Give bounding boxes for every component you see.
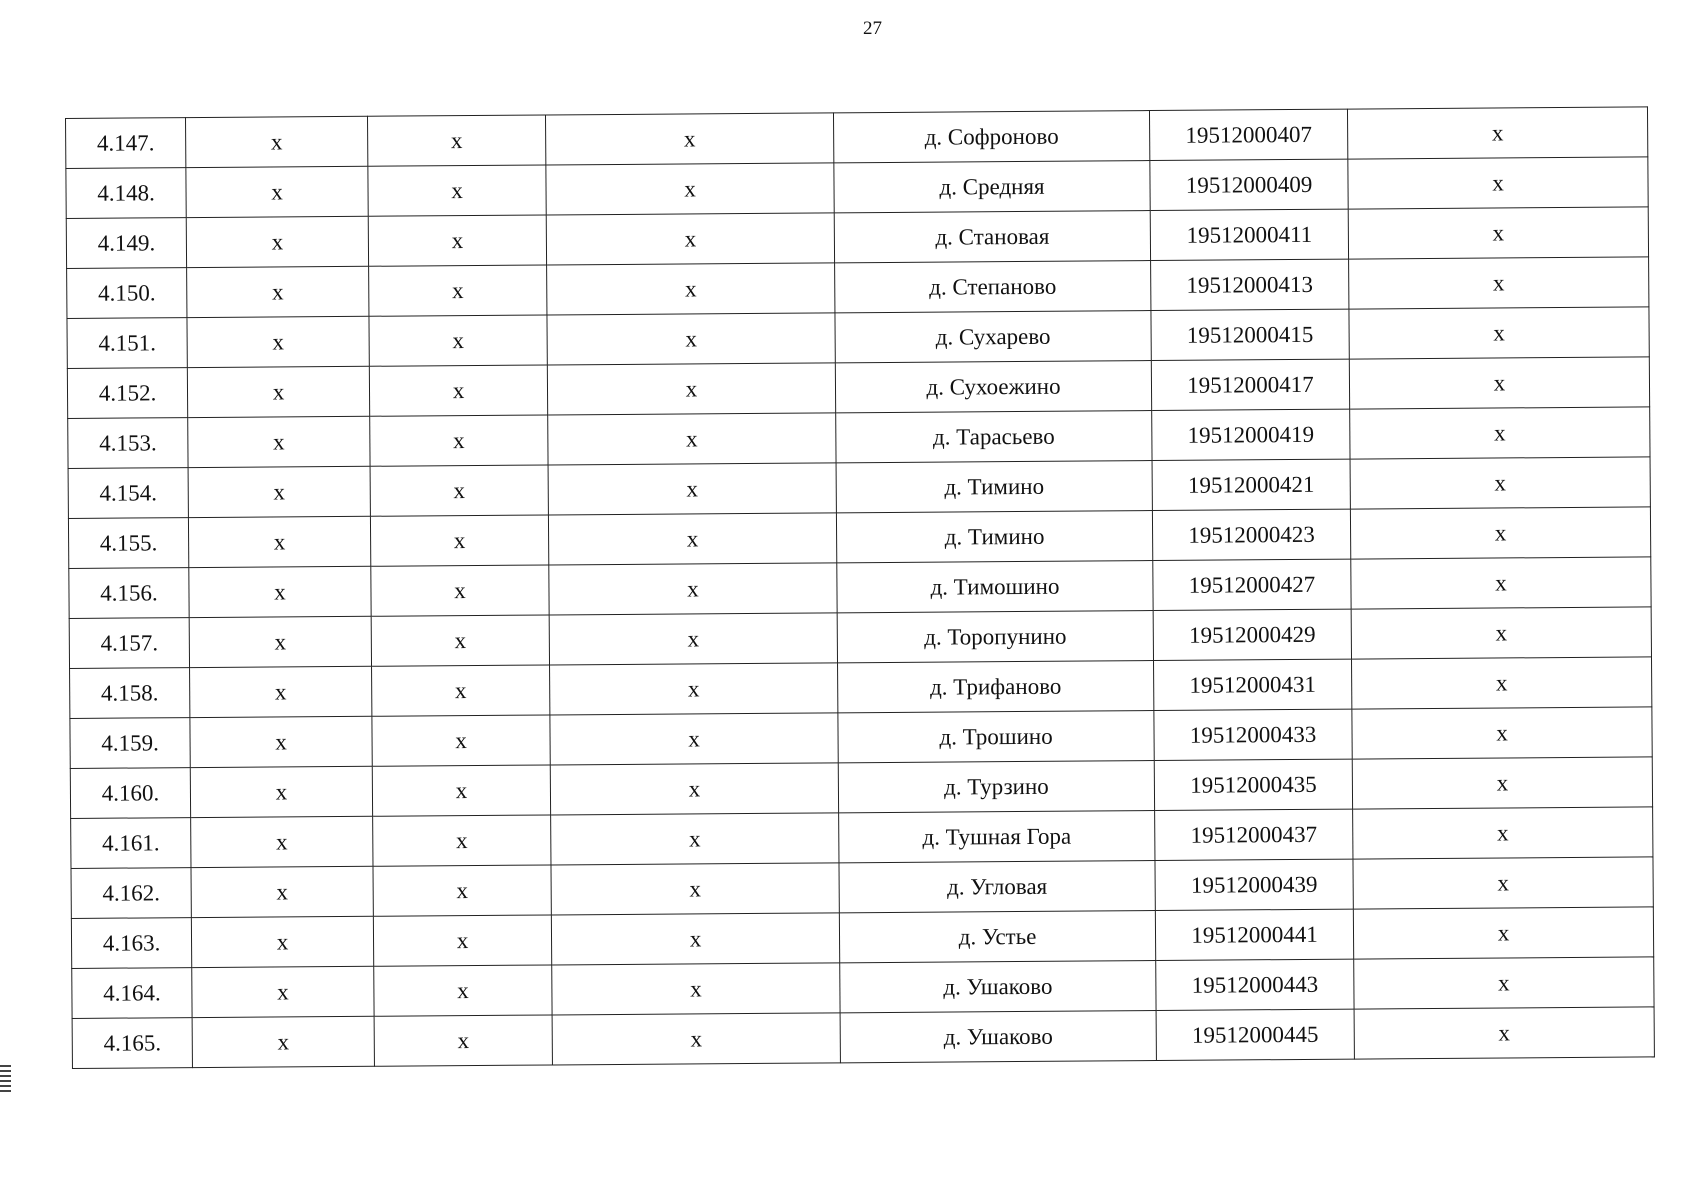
- table-cell-col3-value: x: [371, 615, 549, 666]
- table-cell-col2-value: x: [190, 766, 372, 817]
- table-cell-col3-value: x: [372, 665, 550, 716]
- table-cell-col4-value: x: [550, 713, 838, 765]
- table-cell-col7-value: x: [1348, 157, 1648, 209]
- table-cell-col4-value: x: [548, 413, 836, 465]
- table-cell-col2-value: x: [186, 166, 368, 217]
- table-cell-col3-value: x: [370, 465, 548, 516]
- table-cell-col4-value: x: [552, 1013, 840, 1065]
- table-cell-col4-value: x: [547, 313, 835, 365]
- table-cell-settlement-name: д. Тимино: [836, 461, 1152, 513]
- table-cell-col2-value: x: [192, 1016, 374, 1067]
- table-cell-col4-value: x: [548, 463, 836, 515]
- table-cell-col4-value: x: [546, 213, 834, 265]
- table-cell-oktmo-code: 19512000433: [1154, 709, 1352, 760]
- table-cell-row-number: 4.160.: [70, 768, 190, 819]
- table-cell-settlement-name: д. Турзино: [838, 761, 1154, 813]
- table-cell-col2-value: x: [190, 716, 372, 767]
- table-cell-settlement-name: д. Сухоежино: [835, 361, 1151, 413]
- table-cell-row-number: 4.153.: [68, 418, 188, 469]
- table-cell-row-number: 4.155.: [68, 518, 188, 569]
- table-cell-col2-value: x: [186, 216, 368, 267]
- table-cell-oktmo-code: 19512000421: [1152, 459, 1350, 510]
- table-cell-col4-value: x: [551, 813, 839, 865]
- table-body: [66, 107, 1655, 1069]
- table-cell-col3-value: x: [373, 865, 551, 916]
- margin-marks: [0, 1065, 12, 1105]
- settlements-table: [65, 106, 1655, 1069]
- table-cell-row-number: 4.151.: [67, 318, 187, 369]
- table-cell-col7-value: x: [1349, 357, 1649, 409]
- table-cell-col2-value: x: [187, 316, 369, 367]
- table-cell-row-number: 4.147.: [66, 118, 186, 169]
- table-cell-col2-value: x: [187, 266, 369, 317]
- table-cell-col2-value: x: [191, 916, 373, 967]
- table-cell-col7-value: x: [1350, 457, 1650, 509]
- table-cell-oktmo-code: 19512000419: [1152, 409, 1350, 460]
- table-cell-col4-value: x: [547, 363, 835, 415]
- table-cell-col7-value: x: [1352, 707, 1652, 759]
- table-cell-col4-value: x: [548, 513, 836, 565]
- table-cell-settlement-name: д. Ушаково: [840, 1011, 1156, 1063]
- table-cell-settlement-name: д. Тушная Гора: [839, 811, 1155, 863]
- table-cell-col3-value: x: [372, 715, 550, 766]
- table-cell-col2-value: x: [189, 566, 371, 617]
- table-row: [72, 1007, 1654, 1069]
- table-cell-oktmo-code: 19512000423: [1152, 509, 1350, 560]
- table-cell-col2-value: x: [188, 516, 370, 567]
- table-cell-col2-value: x: [186, 116, 368, 167]
- table-cell-col3-value: x: [369, 265, 547, 316]
- table-cell-row-number: 4.158.: [70, 668, 190, 719]
- table-cell-oktmo-code: 19512000437: [1155, 809, 1353, 860]
- table-cell-col3-value: x: [372, 765, 550, 816]
- table-cell-settlement-name: д. Средняя: [834, 161, 1150, 213]
- table-cell-col7-value: x: [1353, 907, 1653, 959]
- table-cell-oktmo-code: 19512000407: [1149, 109, 1347, 160]
- table-cell-oktmo-code: 19512000435: [1154, 759, 1352, 810]
- table-cell-oktmo-code: 19512000443: [1156, 959, 1354, 1010]
- table-cell-col7-value: x: [1352, 657, 1652, 709]
- table-cell-col7-value: x: [1352, 757, 1652, 809]
- table-cell-col7-value: x: [1353, 857, 1653, 909]
- table-cell-row-number: 4.150.: [67, 268, 187, 319]
- table-cell-col7-value: x: [1351, 557, 1651, 609]
- table-cell-row-number: 4.154.: [68, 468, 188, 519]
- table-cell-oktmo-code: 19512000445: [1156, 1009, 1354, 1060]
- table-cell-col4-value: x: [552, 963, 840, 1015]
- table-cell-col3-value: x: [370, 515, 548, 566]
- table-cell-oktmo-code: 19512000417: [1151, 359, 1349, 410]
- table-cell-settlement-name: д. Устье: [839, 911, 1155, 963]
- table-cell-col4-value: x: [545, 113, 833, 165]
- table-cell-settlement-name: д. Степаново: [835, 261, 1151, 313]
- table-cell-col4-value: x: [549, 563, 837, 615]
- table-cell-oktmo-code: 19512000441: [1155, 909, 1353, 960]
- table-cell-col7-value: x: [1351, 607, 1651, 659]
- table-cell-col3-value: x: [373, 915, 551, 966]
- table-cell-settlement-name: д. Трошино: [838, 711, 1154, 763]
- table-cell-col4-value: x: [550, 763, 838, 815]
- table-cell-row-number: 4.156.: [69, 568, 189, 619]
- page-number: 27: [863, 18, 882, 39]
- table-cell-col7-value: x: [1354, 1007, 1654, 1059]
- table-cell-col2-value: x: [189, 616, 371, 667]
- table-cell-col7-value: x: [1349, 307, 1649, 359]
- table-cell-row-number: 4.157.: [69, 618, 189, 669]
- table-cell-col4-value: x: [549, 613, 837, 665]
- table-cell-col3-value: x: [369, 365, 547, 416]
- table-cell-col2-value: x: [188, 466, 370, 517]
- table-cell-settlement-name: д. Сухарево: [835, 311, 1151, 363]
- table-cell-oktmo-code: 19512000409: [1150, 159, 1348, 210]
- table-cell-row-number: 4.149.: [66, 218, 186, 269]
- table-cell-col7-value: x: [1353, 807, 1653, 859]
- table-cell-settlement-name: д. Ушаково: [840, 961, 1156, 1013]
- table-cell-col2-value: x: [191, 866, 373, 917]
- table-cell-col2-value: x: [187, 366, 369, 417]
- table-container: [65, 106, 1654, 1069]
- table-cell-settlement-name: д. Софроново: [833, 111, 1149, 163]
- table-cell-col7-value: x: [1350, 507, 1650, 559]
- table-cell-col7-value: x: [1354, 957, 1654, 1009]
- table-cell-settlement-name: д. Торопунино: [837, 611, 1153, 663]
- table-cell-row-number: 4.159.: [70, 718, 190, 769]
- table-cell-col3-value: x: [374, 965, 552, 1016]
- table-cell-col3-value: x: [369, 315, 547, 366]
- table-cell-col4-value: x: [550, 663, 838, 715]
- table-cell-col4-value: x: [551, 913, 839, 965]
- table-cell-settlement-name: д. Тарасьево: [836, 411, 1152, 463]
- table-cell-col7-value: x: [1348, 207, 1648, 259]
- table-cell-oktmo-code: 19512000429: [1153, 609, 1351, 660]
- table-cell-settlement-name: д. Становая: [834, 211, 1150, 263]
- table-cell-settlement-name: д. Трифаново: [838, 661, 1154, 713]
- table-cell-oktmo-code: 19512000415: [1151, 309, 1349, 360]
- table-cell-col3-value: x: [373, 815, 551, 866]
- table-cell-oktmo-code: 19512000411: [1150, 209, 1348, 260]
- table-cell-col3-value: x: [367, 115, 545, 166]
- table-cell-col7-value: x: [1350, 407, 1650, 459]
- table-cell-row-number: 4.161.: [71, 818, 191, 869]
- table-cell-row-number: 4.163.: [71, 918, 191, 969]
- table-cell-col7-value: x: [1349, 257, 1649, 309]
- table-cell-col3-value: x: [368, 215, 546, 266]
- table-cell-col2-value: x: [190, 666, 372, 717]
- table-cell-col3-value: x: [374, 1015, 552, 1066]
- table-cell-row-number: 4.162.: [71, 868, 191, 919]
- table-cell-col2-value: x: [188, 416, 370, 467]
- table-cell-col4-value: x: [551, 863, 839, 915]
- table-cell-col4-value: x: [546, 163, 834, 215]
- table-cell-settlement-name: д. Угловая: [839, 861, 1155, 913]
- table-cell-settlement-name: д. Тимошино: [837, 561, 1153, 613]
- table-cell-col3-value: x: [370, 415, 548, 466]
- table-cell-col4-value: x: [547, 263, 835, 315]
- table-cell-oktmo-code: 19512000427: [1153, 559, 1351, 610]
- table-cell-col7-value: x: [1347, 107, 1647, 159]
- table-cell-col3-value: x: [368, 165, 546, 216]
- table-cell-settlement-name: д. Тимино: [836, 511, 1152, 563]
- table-cell-col2-value: x: [191, 816, 373, 867]
- table-cell-oktmo-code: 19512000431: [1154, 659, 1352, 710]
- table-cell-oktmo-code: 19512000439: [1155, 859, 1353, 910]
- table-cell-col2-value: x: [192, 966, 374, 1017]
- table-cell-row-number: 4.152.: [67, 368, 187, 419]
- table-cell-row-number: 4.148.: [66, 168, 186, 219]
- table-cell-row-number: 4.165.: [72, 1018, 192, 1069]
- table-cell-row-number: 4.164.: [72, 968, 192, 1019]
- table-cell-oktmo-code: 19512000413: [1151, 259, 1349, 310]
- table-cell-col3-value: x: [371, 565, 549, 616]
